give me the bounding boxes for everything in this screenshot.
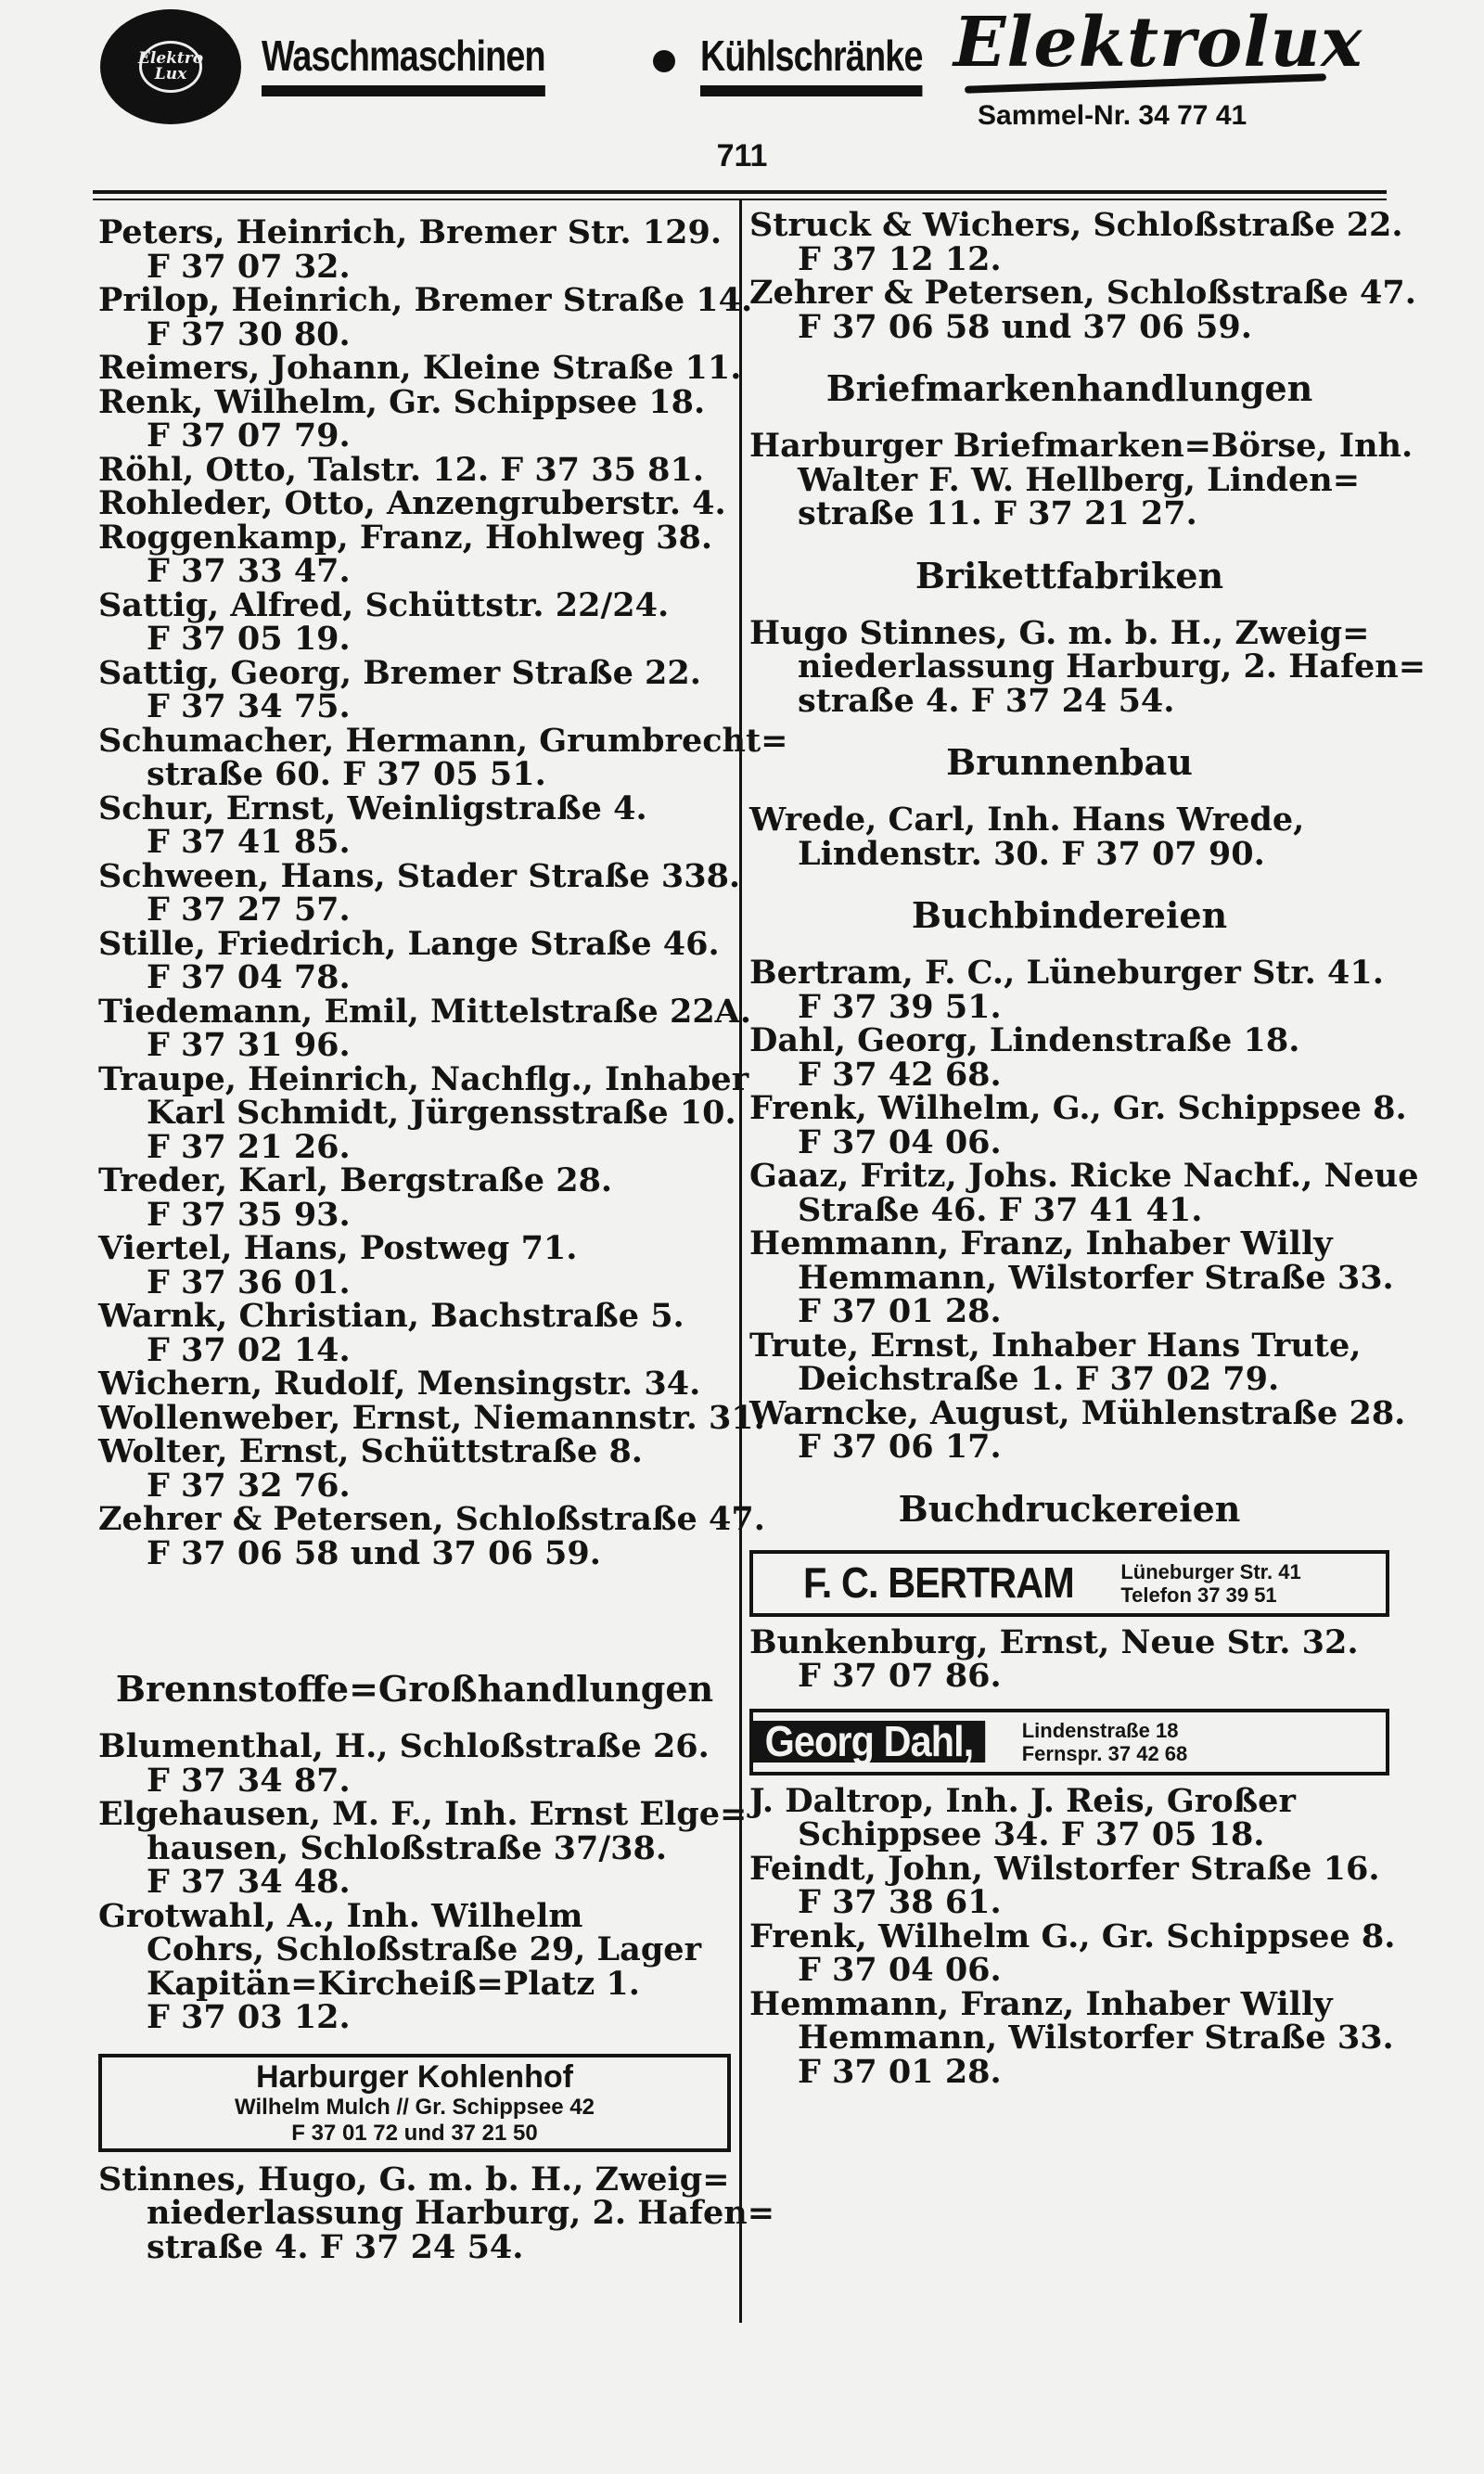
entry-text: J. Daltrop, Inh. J. Reis, Großer: [749, 1781, 1296, 1820]
listing-entry: [98, 1432, 731, 1505]
listing-entry: [98, 585, 731, 658]
section-heading-briefmarken: Briefmarkenhandlungen: [825, 367, 1313, 409]
listing-entry: [98, 1367, 731, 1402]
listing-entry: [749, 803, 1389, 871]
entry-continuation: Hemmann, Wilstorfer Straße 33.: [798, 2019, 1394, 2057]
entry-text: Frenk, Wilhelm G., Gr. Schippsee 8.: [749, 1916, 1396, 1955]
listing-entry: [98, 213, 731, 286]
listing-entry: [749, 1089, 1407, 1161]
entry-text: Feindt, John, Wilstorfer Straße 16.: [749, 1849, 1380, 1888]
entry-phone: F 37 02 14.: [147, 1330, 351, 1369]
listing-entry: [98, 788, 731, 861]
bertram-phone: Telefon 37 39 51: [1120, 1583, 1277, 1607]
section-heading-brikett: Brikettfabriken: [915, 554, 1224, 596]
entry-text: Trute, Ernst, Inhaber Hans Trute,: [749, 1326, 1362, 1365]
entry-text: Hemmann, Franz, Inhaber Willy: [749, 1224, 1333, 1263]
section-heading-buchdruckereien: Buchdruckereien: [898, 1487, 1241, 1530]
entry-text: Schween, Hans, Stader Straße 338.: [98, 856, 741, 895]
kohlenhof-phone: F 37 01 72 und 37 21 50: [291, 2120, 538, 2146]
listing-entry: [749, 1781, 1389, 1853]
entry-text: Elgehausen, M. F., Inh. Ernst Elge=: [98, 1795, 748, 1833]
entry-text: Wollenweber, Ernst, Niemannstr. 31.: [98, 1398, 765, 1437]
bertram-address: Lüneburger Str. 41: [1120, 1559, 1301, 1583]
entry-text: Wichern, Rudolf, Mensingstr. 34.: [98, 1365, 701, 1403]
dahl-advertisement: [749, 1709, 1389, 1775]
entry-phone: F 37 27 57.: [147, 891, 351, 929]
listing-entry: [98, 1727, 731, 1800]
entry-phone: F 37 04 06.: [798, 1122, 1002, 1161]
entry-phone: F 37 06 58 und 37 06 59.: [798, 307, 1252, 346]
brikett-entries: [749, 613, 1426, 720]
listing-entry: [749, 1157, 1419, 1229]
entry-continuation: niederlassung Harburg, 2. Hafen=: [147, 2194, 775, 2232]
entry-text: Wolter, Ernst, Schüttstraße 8.: [98, 1432, 643, 1470]
listing-entry: [98, 721, 788, 793]
entry-text: Peters, Heinrich, Bremer Str. 129.: [98, 213, 723, 251]
bertram-details: [1120, 1560, 1300, 1607]
entry-phone: F 37 34 48.: [147, 1863, 351, 1901]
entry-text: Röhl, Otto, Talstr. 12. F 37 35 81.: [98, 450, 705, 489]
header-advertisement: [0, 0, 1484, 135]
entry-phone: F 37 39 51.: [798, 987, 1002, 1026]
entry-phone: F 37 31 96.: [147, 1026, 351, 1064]
kohlenhof-address: Wilhelm Mulch // Gr. Schippsee 42: [235, 2094, 595, 2120]
entry-continuation: Karl Schmidt, Jürgensstraße 10.: [147, 1094, 736, 1132]
entry-text: Roggenkamp, Franz, Hohlweg 38.: [98, 518, 713, 557]
entry-phone: F 37 04 06.: [798, 1951, 1002, 1989]
listing-entry: [98, 1896, 731, 2036]
entry-phone: F 37 07 86.: [798, 1657, 1002, 1695]
bertram-advertisement: [749, 1550, 1389, 1617]
listing-entry: [749, 206, 1403, 278]
entry-text: Wrede, Carl, Inh. Hans Wrede,: [749, 801, 1305, 839]
listing-entry: [98, 1229, 731, 1301]
listing-entry: [98, 1297, 731, 1369]
sammel-number: Sammel-Nr. 34 77 41: [978, 100, 1247, 131]
entry-phone: F 37 34 75.: [147, 687, 351, 725]
listing-entry: [749, 956, 1389, 1024]
entry-text: Zehrer & Petersen, Schloßstraße 47.: [98, 1500, 765, 1538]
entry-text: Sattig, Georg, Bremer Straße 22.: [98, 653, 701, 692]
entry-text: Blumenthal, H., Schloßstraße 26.: [98, 1727, 710, 1765]
entry-text: Stille, Friedrich, Lange Straße 46.: [98, 924, 720, 963]
entry-phone: F 37 03 12.: [147, 1998, 351, 2036]
entry-phone: F 37 01 28.: [798, 1292, 1002, 1330]
entry-phone: F 37 07 79.: [147, 417, 351, 455]
entry-continuation: hausen, Schloßstraße 37/38.: [147, 1828, 668, 1867]
briefmarken-entries: [749, 427, 1414, 532]
entry-phone: F 37 38 61.: [798, 1883, 1002, 1921]
entry-text: Viertel, Hans, Postweg 71.: [98, 1229, 578, 1267]
entry-text: Grotwahl, A., Inh. Wilhelm: [98, 1896, 583, 1935]
elektrolux-logo: [100, 9, 241, 124]
entry-phone: F 37 35 93.: [147, 1195, 351, 1234]
listing-entry: [98, 281, 753, 353]
spacer: [98, 1570, 731, 1645]
brand-wordmark: Elektrolux: [953, 3, 1363, 83]
listing-entry: [749, 1021, 1389, 1094]
entry-phone: F 37 04 78.: [147, 958, 351, 996]
entry-text: Frenk, Wilhelm, G., Gr. Schippsee 8.: [749, 1089, 1407, 1127]
kohlenhof-advertisement: [98, 2054, 731, 2152]
column-divider: [739, 199, 742, 2323]
kohlenhof-name: Harburger Kohlenhof: [256, 2058, 573, 2095]
entry-continuation: Schippsee 34. F 37 05 18.: [798, 1815, 1265, 1853]
entry-text: Warnk, Christian, Bachstraße 5.: [98, 1297, 684, 1335]
ad-word-waschmaschinen: Waschmaschinen: [262, 30, 545, 96]
entry-phone: F 37 34 87.: [147, 1761, 351, 1800]
listing-entry: [98, 1161, 731, 1234]
listing-entry: [98, 653, 731, 725]
entry-phone: F 37 06 58 und 37 06 59.: [147, 1533, 601, 1572]
listing-entry: [98, 992, 752, 1064]
section-heading-buchbindereien: Buchbindereien: [911, 894, 1228, 936]
listing-entry: [749, 1984, 1394, 2091]
entry-text: Hugo Stinnes, G. m. b. H., Zweig=: [749, 613, 1370, 652]
entry-text: Dahl, Georg, Lindenstraße 18.: [749, 1021, 1300, 1059]
left-entries-top: [98, 213, 788, 1572]
listing-entry: [98, 924, 731, 996]
page-number: 711: [716, 138, 768, 173]
entry-phone: F 37 21 26.: [147, 1127, 351, 1166]
entry-continuation: niederlassung Harburg, 2. Hafen=: [798, 647, 1426, 686]
listing-entry: [749, 613, 1426, 720]
entry-text: Traupe, Heinrich, Nachflg., Inhaber: [98, 1059, 749, 1098]
listing-entry: [98, 349, 742, 387]
entry-text: Harburger Briefmarken=Börse, Inh.: [749, 427, 1414, 465]
listing-entry: [749, 1916, 1396, 1989]
entry-continuation: Kapitän=Kircheiß=Platz 1.: [147, 1964, 640, 2003]
entry-continuation: Cohrs, Schloßstraße 29, Lager: [147, 1930, 702, 1968]
listing-entry: [749, 1224, 1394, 1330]
listing-entry: [98, 1795, 748, 1901]
buchbindereien-entries: [749, 954, 1419, 1466]
entry-continuation: Hemmann, Wilstorfer Straße 33.: [798, 1258, 1394, 1297]
entry-text: Stinnes, Hugo, G. m. b. H., Zweig=: [98, 2160, 730, 2198]
logo-text: Elektro Lux: [139, 41, 202, 93]
dahl-phone: Fernspr. 37 42 68: [1021, 1741, 1188, 1765]
buchdruckereien-entries: [749, 1781, 1396, 2091]
entry-text: Rohleder, Otto, Anzengruberstr. 4.: [98, 484, 726, 522]
entry-phone: F 37 05 19.: [147, 620, 351, 658]
entry-text: Struck & Wichers, Schloßstraße 22.: [749, 206, 1403, 244]
listing-entry: [749, 427, 1414, 532]
entry-phone: F 37 41 85.: [147, 823, 351, 861]
dahl-details: [1022, 1719, 1188, 1765]
listing-entry: [98, 856, 741, 929]
entry-continuation: Lindenstr. 30. F 37 07 90.: [798, 834, 1265, 873]
ad-word-kuehlschraenke: Kühlschränke: [700, 30, 923, 96]
bertram-name: F. C. BERTRAM: [803, 1558, 1074, 1608]
entry-continuation: straße 60. F 37 05 51.: [147, 755, 546, 793]
entry-text: Gaaz, Fritz, Johs. Ricke Nachf., Neue: [749, 1157, 1419, 1195]
entry-text: Bunkenburg, Ernst, Neue Str. 32.: [749, 1622, 1359, 1661]
entry-phone: F 37 42 68.: [798, 1055, 1002, 1094]
entry-continuation: Walter F. W. Hellberg, Linden=: [798, 460, 1361, 499]
entry-text: Schumacher, Hermann, Grumbrecht=: [98, 721, 788, 760]
entry-text: Warncke, August, Mühlenstraße 28.: [749, 1393, 1406, 1432]
entry-text: Tiedemann, Emil, Mittelstraße 22A.: [98, 992, 752, 1031]
entry-phone: F 37 06 17.: [798, 1428, 1002, 1466]
left-column: [98, 209, 788, 2266]
dahl-address: Lindenstraße 18: [1021, 1718, 1179, 1742]
entry-continuation: straße 4. F 37 24 54.: [147, 2227, 524, 2266]
entry-continuation: Deichstraße 1. F 37 02 79.: [798, 1360, 1280, 1398]
listing-entry: [98, 1500, 765, 1572]
entry-text: Hemmann, Franz, Inhaber Willy: [749, 1984, 1333, 2023]
dahl-name: Georg Dahl,: [753, 1721, 985, 1763]
listing-entry: [749, 1849, 1389, 1921]
entry-text: Schur, Ernst, Weinligstraße 4.: [98, 788, 647, 827]
section-heading-brunnenbau: Brunnenbau: [946, 741, 1193, 783]
entry-phone: F 37 12 12.: [798, 239, 1002, 278]
section-heading-brennstoffe: Brennstoffe=Großhandlungen: [115, 1668, 714, 1710]
bullet-dot-icon: [653, 50, 675, 72]
brennstoffe-entries: [98, 1727, 748, 2036]
right-entries-top: [749, 206, 1416, 346]
entry-text: Renk, Wilhelm, Gr. Schippsee 18.: [98, 382, 706, 421]
listing-entry: [98, 484, 731, 522]
entry-phone: F 37 07 32.: [147, 247, 351, 286]
listing-entry: [749, 1393, 1406, 1466]
entry-text: Prilop, Heinrich, Bremer Straße 14.: [98, 281, 753, 319]
entry-text: Zehrer & Petersen, Schloßstraße 47.: [749, 274, 1416, 312]
entry-text: Reimers, Johann, Kleine Straße 11.: [98, 349, 742, 387]
entry-phone: F 37 32 76.: [147, 1466, 351, 1505]
listing-entry: [98, 1398, 765, 1437]
right-column: [749, 206, 1426, 2091]
listing-entry: [749, 1326, 1389, 1398]
listing-entry: [98, 1059, 749, 1166]
entry-text: Sattig, Alfred, Schüttstr. 22/24.: [98, 585, 670, 624]
header-rule-thick: [93, 190, 1387, 194]
listing-entry: [749, 1622, 1389, 1695]
listing-entry: [98, 450, 731, 489]
entry-continuation: straße 11. F 37 21 27.: [798, 494, 1197, 532]
entry-phone: F 37 36 01.: [147, 1263, 351, 1301]
listing-entry: [98, 518, 731, 590]
brunnenbau-entries: [749, 803, 1389, 871]
entry-text: Bertram, F. C., Lüneburger Str. 41.: [749, 954, 1384, 992]
entry-phone: F 37 33 47.: [147, 552, 351, 590]
entry-phone: F 37 30 80.: [147, 314, 351, 353]
entry-phone: F 37 01 28.: [798, 2052, 1002, 2091]
entry-continuation: Straße 46. F 37 41 41.: [798, 1190, 1203, 1229]
entry-text: Treder, Karl, Bergstraße 28.: [98, 1161, 613, 1199]
listing-entry: [98, 2160, 775, 2266]
listing-entry: [749, 274, 1416, 346]
entry-continuation: straße 4. F 37 24 54.: [798, 681, 1175, 720]
listing-entry: [98, 382, 731, 455]
